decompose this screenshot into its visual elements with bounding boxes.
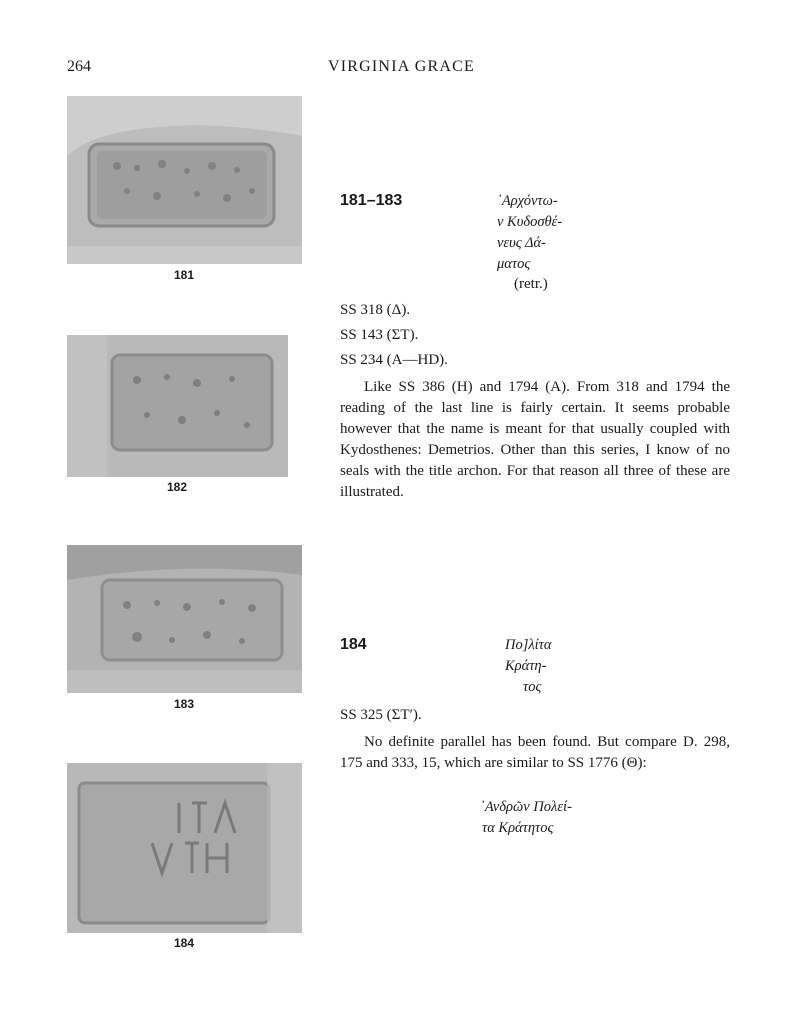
commentary-text: Like SS 386 (H) and 1794 (A). From 318 and 1794 the reading of the last line is fairly certain. It seems probable however that the name is meant for that usually coupled with Kydosthenes: Demetrios. Other than this series, I know of no seals with the title archon. For that reason all three of these are illustrated. — [340, 379, 730, 500]
entry-number-184: 184 — [340, 636, 367, 653]
inscription-line: τος — [523, 679, 542, 695]
figure-caption-184: 184 — [173, 936, 195, 950]
quotation-line: τα Κράτητος — [482, 820, 554, 836]
stamp-photo-183 — [67, 545, 302, 693]
commentary-paragraph-181-183 — [340, 377, 730, 503]
inscription-line: ν Κυδοσθέ- — [497, 214, 563, 230]
inscription-line: Κράτη- — [505, 658, 547, 674]
inscription-line: ᾿Αρχόντω- — [497, 193, 558, 209]
stamp-photo-184 — [67, 763, 302, 933]
figure-caption-183: 183 — [173, 697, 195, 711]
greek-inscription-184 — [505, 635, 551, 698]
inscription-line: Πο]λίτα — [505, 637, 552, 653]
quotation-line: ᾿Ανδρῶν Πολεί- — [480, 799, 572, 815]
reference-line: SS 325 (ΣΤ′). — [340, 707, 422, 723]
stamp-photo-182 — [67, 335, 288, 477]
figure-caption-182: 182 — [166, 480, 188, 494]
commentary-text: No definite parallel has been found. But compare D. 298, 175 and 333, 15, which are similar to SS 1776 (Θ): — [340, 734, 730, 771]
reference-line: SS 318 (Δ). — [340, 302, 411, 318]
retrograde-note: (retr.) — [514, 276, 548, 292]
page-number: 264 — [67, 58, 91, 75]
inscription-line: νευς Δά- — [497, 235, 547, 251]
inscription-line: ματος — [497, 256, 531, 272]
reference-line: SS 234 (A—HD). — [340, 352, 448, 368]
stamp-photo-181 — [67, 96, 302, 264]
commentary-paragraph-184 — [340, 732, 730, 774]
running-header: VIRGINIA GRACE — [328, 58, 476, 75]
entry-number-181-183: 181–183 — [340, 192, 403, 209]
greek-inscription-181-183 — [497, 191, 562, 275]
reference-line: SS 143 (ΣΤ). — [340, 327, 419, 343]
greek-quotation — [480, 797, 572, 839]
figure-caption-181: 181 — [173, 268, 195, 282]
